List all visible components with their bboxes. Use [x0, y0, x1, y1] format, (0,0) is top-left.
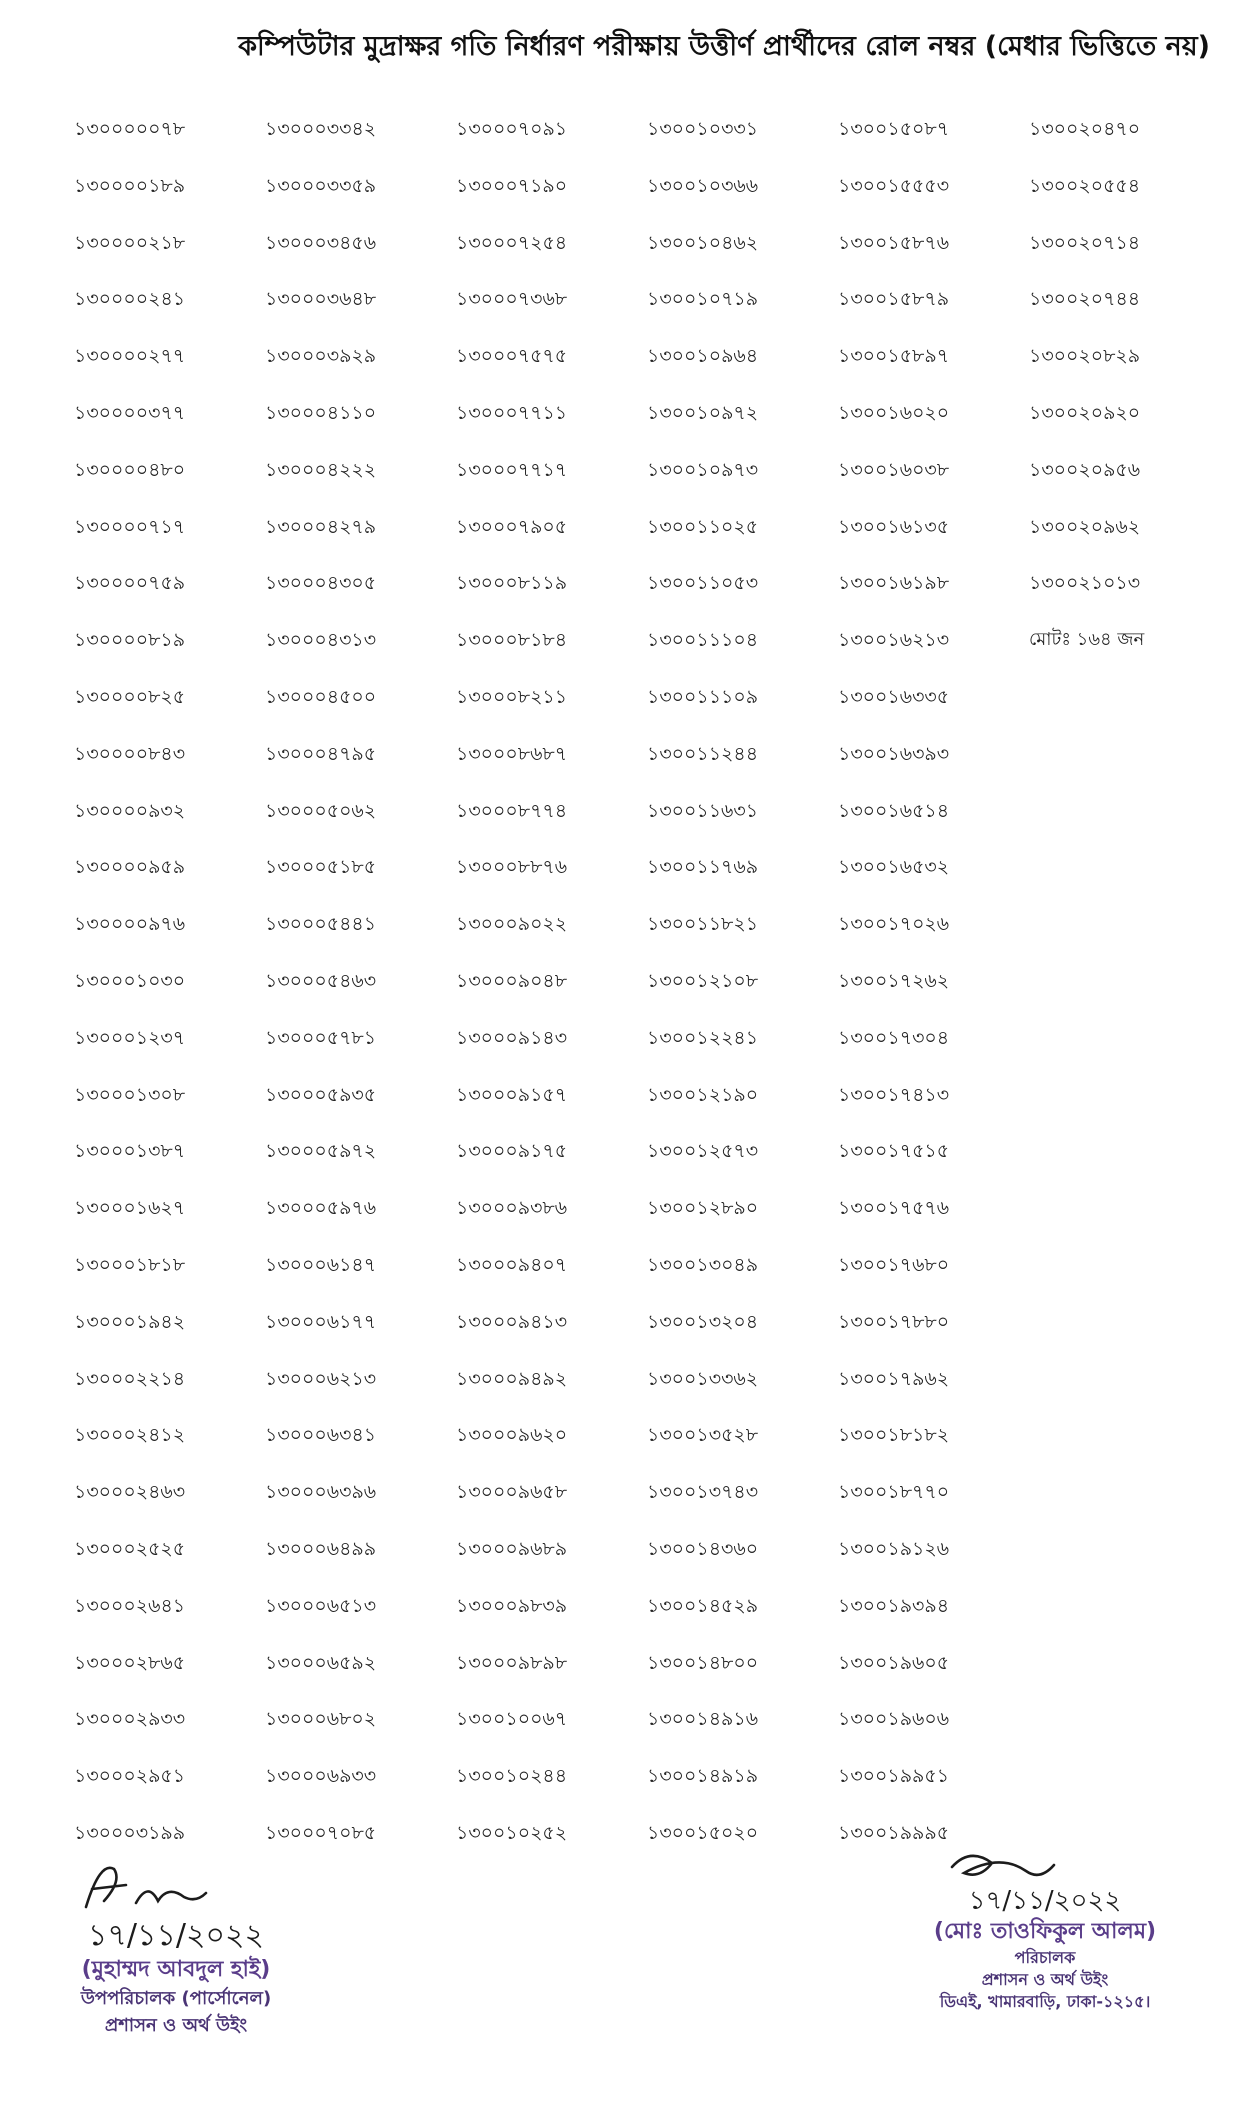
roll-number-cell: ১৩০০০২৯৫১: [74, 1765, 186, 1788]
roll-number-cell: ১৩০০০০৮৪৩: [74, 742, 186, 765]
roll-number-cell: ১৩০০০৪৩১৩: [265, 629, 377, 652]
roll-number-cell: ১৩০০০৬৩৪১: [265, 1424, 377, 1447]
left-signatory-designation: উপপরিচালক (পার্সোনেল): [80, 1988, 272, 2009]
roll-number-cell: ১৩০০১৩৫২৮: [647, 1424, 759, 1447]
roll-number-cell: ১৩০০০২৪১২: [74, 1424, 186, 1447]
roll-number-cell: ১৩০০০০৩৭৭: [74, 401, 186, 424]
roll-number-cell: ১৩০০০০২৪১: [74, 288, 186, 311]
roll-number-cell: ১৩০০০৬৩৯৬: [265, 1481, 377, 1504]
roll-number-cell: ১৩০০১০২৫২: [456, 1821, 568, 1844]
signature-scribble: [56, 1855, 296, 1917]
roll-number-cell: ১৩০০০৬২১৩: [265, 1367, 377, 1390]
roll-number-cell: ১৩০০১২৫৭৩: [647, 1140, 759, 1163]
roll-number-cell: ১৩০০০১২৩৭: [74, 1026, 186, 1049]
roll-number-cell: ১৩০০০৩৪৫৬: [265, 231, 377, 254]
roll-number-cell: ১৩০০১১০৫৩: [647, 572, 759, 595]
roll-number-cell: ১৩০০২০৯২০: [1029, 401, 1141, 424]
roll-number-cell: ১৩০০০৩৬৪৮: [265, 288, 377, 311]
roll-number-cell: ১৩০০০০২৭৭: [74, 345, 186, 368]
right-signatory-address: ডিএই, খামারবাড়ি, ঢাকা-১২১৫।: [939, 1992, 1151, 2011]
roll-number-cell: ১৩০০১৪৯১৯: [647, 1765, 759, 1788]
roll-number-cell: ১৩০০০২৯৩৩: [74, 1708, 186, 1731]
roll-number-cell: ১৩০০০৪৫০০: [265, 685, 377, 708]
roll-number-cell: ১৩০০০৯০২২: [456, 913, 568, 936]
roll-number-cell: ১৩০০১০৩৩১: [647, 118, 759, 140]
roll-number-cell: ১৩০০১৮৭৭০: [838, 1481, 950, 1504]
roll-number-cell: ১৩০০১৩৭৪৩: [647, 1481, 759, 1504]
roll-number-cell: ১৩০০০৫১৮৫: [265, 856, 377, 879]
roll-number-cell: ১৩০০১৫৮৯৭: [838, 345, 950, 368]
roll-number-cell: ১৩০০১৯৯৯৫: [838, 1821, 950, 1844]
roll-number-cell: ১৩০০০২৪৬৩: [74, 1481, 186, 1504]
roll-number-cell: ১৩০০০৪৩০৫: [265, 572, 377, 595]
roll-number-cell: ১৩০০০৪২৭৯: [265, 515, 377, 538]
roll-number-cell: ১৩০০০০৯৩২: [74, 799, 186, 822]
roll-number-cell: ১৩০০০৯৮৯৮: [456, 1651, 568, 1674]
roll-number-cell: ১৩০০০৯১৫৭: [456, 1083, 568, 1106]
page-title: কম্পিউটার মুদ্রাক্ষর গতি নির্ধারণ পরীক্ষায় উত্তীর্ণ প্রার্থীদের রোল নম্বর (মেধার ভিত্তিতে নয়): [238, 31, 1210, 62]
roll-number-cell: ১৩০০০০৭৫৯: [74, 572, 186, 595]
roll-number-cell: ১৩০০১৫০২০: [647, 1821, 759, 1844]
roll-number-cell: ১৩০০০০৭১৭: [74, 515, 186, 538]
roll-number-cell: ১৩০০১৭৪১৩: [838, 1083, 950, 1106]
roll-number-cell: ১৩০০১৫৮৭৯: [838, 288, 950, 311]
roll-number-cell: ১৩০০১৬২১৩: [838, 629, 950, 652]
roll-number-cell: ১৩০০১৯৯৫১: [838, 1765, 950, 1788]
roll-number-cell: ১৩০০১৩৩৬২: [647, 1367, 759, 1390]
roll-number-cell: ১৩০০০৭১৯০: [456, 174, 568, 197]
roll-number-cell: ১৩০০০১০৩০: [74, 969, 186, 992]
roll-number-cell: ১৩০০০৪২২২: [265, 458, 377, 481]
roll-number-cell: ১৩০০০৭০৯১: [456, 118, 568, 140]
roll-number-cell: ১৩০০২১০১৩: [1029, 572, 1141, 595]
right-signature-date: ১৭/১১/২০২২: [968, 1886, 1122, 1916]
roll-number-cell: ১৩০০০৯১৭৫: [456, 1140, 568, 1163]
roll-number-cell: ১৩০০০০৮২৫: [74, 685, 186, 708]
roll-number-cell: ১৩০০০৭৩৬৮: [456, 288, 568, 311]
roll-number-cell: ১৩০০০৮৮৭৬: [456, 856, 568, 879]
roll-number-cell: ১৩০০০৯৩৮৬: [456, 1197, 568, 1220]
roll-number-cell: ১৩০০২০৪৭০: [1029, 118, 1141, 140]
roll-number-cell: ১৩০০১৬০২০: [838, 401, 950, 424]
roll-number-cell: ১৩০০০৯৪১৩: [456, 1310, 568, 1333]
left-signatory-office: প্রশাসন ও অর্থ উইং: [104, 2015, 248, 2036]
roll-number-cell: ১৩০০০৩১৯৯: [74, 1821, 186, 1844]
roll-number-cell: ১৩০০২০৯৬২: [1029, 515, 1141, 538]
roll-number-cell: ১৩০০০১৯৪২: [74, 1310, 186, 1333]
roll-number-cell: ১৩০০১২২৪১: [647, 1026, 759, 1049]
roll-number-cell: ১৩০০০০২১৮: [74, 231, 186, 254]
roll-number-cell: ১৩০০০৭২৫৪: [456, 231, 568, 254]
roll-number-cell: ১৩০০১৭০২৬: [838, 913, 950, 936]
roll-number-cell: ১৩০০১৫৮৭৬: [838, 231, 950, 254]
roll-number-cell: ১৩০০১০৯৭২: [647, 401, 759, 424]
roll-number-cell: ১৩০০০০৯৭৬: [74, 913, 186, 936]
roll-number-cell: ১৩০০১৩০৪৯: [647, 1253, 759, 1276]
signature-scribble: [930, 1845, 1160, 1885]
roll-number-cell: ১৩০০০৯৪৯২: [456, 1367, 568, 1390]
roll-number-cell: ১৩০০১৬১৩৫: [838, 515, 950, 538]
roll-number-cell: ১৩০০০৮৭৭৪: [456, 799, 568, 822]
roll-number-cell: ১৩০০০৫৯৭২: [265, 1140, 377, 1163]
right-signature-block: [880, 1845, 1210, 2013]
roll-number-cell: ১৩০০০৩৩৫৯: [265, 174, 377, 197]
roll-number-cell: ১৩০০০৫৪৬৩: [265, 969, 377, 992]
roll-number-cell: ১৩০০২০৭৪৪: [1029, 288, 1141, 311]
left-signatory-name: (মুহাম্মদ আবদুল হাই): [81, 1957, 271, 1982]
roll-number-cell: ১৩০০০১৮১৮: [74, 1253, 186, 1276]
roll-number-cell: ১৩০০০৩৯২৯: [265, 345, 377, 368]
roll-number-cell: ১৩০০১০০৬৭: [456, 1708, 568, 1731]
roll-number-cell: ১৩০০১১১০৪: [647, 629, 759, 652]
roll-number-cell: ১৩০০০২২১৪: [74, 1367, 186, 1390]
roll-number-cell: ১৩০০০০১৮৯: [74, 174, 186, 197]
roll-number-cell: ১৩০০১৬০৩৮: [838, 458, 950, 481]
roll-number-cell: ১৩০০২০৯৫৬: [1029, 458, 1141, 481]
roll-number-cell: ১৩০০১০৯৭৩: [647, 458, 759, 481]
roll-number-cell: ১৩০০০৯৬৮৯: [456, 1537, 568, 1560]
roll-number-cell: ১৩০০২০৮২৯: [1029, 345, 1141, 368]
roll-number-cell: ১৩০০১৯৬০৬: [838, 1708, 950, 1731]
roll-number-cell: ১৩০০১৬৩৯৩: [838, 742, 950, 765]
roll-number-cell: ১৩০০১৯৬০৫: [838, 1651, 950, 1674]
roll-number-cell: ১৩০০০৬৪৯৯: [265, 1537, 377, 1560]
roll-number-cell: ১৩০০০৮২১১: [456, 685, 568, 708]
roll-number-cell: ১৩০০০১৬২৭: [74, 1197, 186, 1220]
roll-number-cell: ১৩০০০৫৯৭৬: [265, 1197, 377, 1220]
roll-number-cell: ১৩০০১৫৫৫৩: [838, 174, 950, 197]
roll-number-cell: ১৩০০২০৭১৪: [1029, 231, 1141, 254]
roll-number-cell: ১৩০০০৬৮০২: [265, 1708, 377, 1731]
roll-number-cell: ১৩০০০৯১৪৩: [456, 1026, 568, 1049]
roll-number-cell: ১৩০০০৫৭৮১: [265, 1026, 377, 1049]
roll-number-cell: ১৩০০০৬১৭৭: [265, 1310, 377, 1333]
roll-number-cell: ১৩০০১৪৩৬০: [647, 1537, 759, 1560]
roll-number-cell: ১৩০০১৫০৮৭: [838, 118, 950, 140]
roll-number-cell: ১৩০০১৬১৯৮: [838, 572, 950, 595]
roll-number-cell: ১৩০০০৫৪৪১: [265, 913, 377, 936]
roll-number-cell: ১৩০০১৬৫১৪: [838, 799, 950, 822]
roll-number-cell: ১৩০০০৭৯০৫: [456, 515, 568, 538]
roll-number-cell: ১৩০০০৮১১৯: [456, 572, 568, 595]
roll-number-cell: ১৩০০১৯১২৬: [838, 1537, 950, 1560]
roll-number-cell: ১৩০০০০০৭৮: [74, 118, 186, 140]
roll-number-cell: ১৩০০১১৬৩১: [647, 799, 759, 822]
roll-number-cell: ১৩০০০৩৩৪২: [265, 118, 377, 140]
roll-number-cell: ১৩০০০৬৫৯২: [265, 1651, 377, 1674]
roll-number-cell: ১৩০০১৭৮৮০: [838, 1310, 950, 1333]
left-signature-date: ১৭/১১/২০২২: [87, 1918, 265, 1953]
roll-number-cell: ১৩০০০০৪৮০: [74, 458, 186, 481]
roll-number-cell: ১৩০০১০৭১৯: [647, 288, 759, 311]
roll-number-cell: ১৩০০১২১৯০: [647, 1083, 759, 1106]
roll-number-cell: ১৩০০০৭৭১১: [456, 401, 568, 424]
roll-number-cell: ১৩০০০৪১১০: [265, 401, 377, 424]
roll-number-cell: ১৩০০০২৬৪১: [74, 1594, 186, 1617]
roll-number-cell: ১৩০০১১১০৯: [647, 685, 759, 708]
roll-number-cell: ১৩০০১১৭৬৯: [647, 856, 759, 879]
roll-number-cell: ১৩০০০৯০৪৮: [456, 969, 568, 992]
roll-number-cell: ১৩০০০০৯৫৯: [74, 856, 186, 879]
roll-number-cell: ১৩০০১০৪৬২: [647, 231, 759, 254]
right-signatory-office: প্রশাসন ও অর্থ উইং: [981, 1970, 1109, 1989]
roll-number-cell: ১৩০০০২৫২৫: [74, 1537, 186, 1560]
roll-number-cell: ১৩০০১৪৮০০: [647, 1651, 759, 1674]
roll-number-cell: ১৩০০১২১০৮: [647, 969, 759, 992]
roll-number-cell: ১৩০০১৭৫১৫: [838, 1140, 950, 1163]
roll-number-cell: ১৩০০১১২৪৪: [647, 742, 759, 765]
roll-number-cell: ১৩০০১১০২৫: [647, 515, 759, 538]
roll-number-cell: ১৩০০০১৩০৮: [74, 1083, 186, 1106]
roll-number-cell: ১৩০০১০৩৬৬: [647, 174, 759, 197]
roll-number-cell: ১৩০০১৬৩৩৫: [838, 685, 950, 708]
roll-number-cell: ১৩০০০৯৮৩৯: [456, 1594, 568, 1617]
roll-number-table: [74, 112, 1220, 1873]
roll-number-cell: ১৩০০১৬৫৩২: [838, 856, 950, 879]
roll-number-cell: ১৩০০০৭০৮৫: [265, 1821, 377, 1844]
roll-number-cell: ১৩০০২০৫৫৪: [1029, 174, 1141, 197]
roll-number-cell: ১৩০০১২৮৯০: [647, 1197, 759, 1220]
roll-number-cell: ১৩০০১১৮২১: [647, 913, 759, 936]
roll-number-cell: ১৩০০০২৮৬৫: [74, 1651, 186, 1674]
roll-number-cell: ১৩০০১০৯৬৪: [647, 345, 759, 368]
roll-number-cell: ১৩০০০৬৯৩৩: [265, 1765, 377, 1788]
roll-number-cell: ১৩০০০০৮১৯: [74, 629, 186, 652]
roll-number-cell: ১৩০০০৯৬২০: [456, 1424, 568, 1447]
roll-number-cell: ১৩০০১৪৫২৯: [647, 1594, 759, 1617]
roll-number-cell: ১৩০০০৬৫১৩: [265, 1594, 377, 1617]
roll-number-cell: ১৩০০০৯৪০৭: [456, 1253, 568, 1276]
roll-number-cell: ১৩০০১৭৩০৪: [838, 1026, 950, 1049]
roll-number-cell: ১৩০০০৮১৮৪: [456, 629, 568, 652]
roll-number-cell: ১৩০০১০২৪৪: [456, 1765, 568, 1788]
roll-number-cell: ১৩০০১৭৬৮০: [838, 1253, 950, 1276]
roll-number-cell: ১৩০০০৮৬৮৭: [456, 742, 568, 765]
left-signature-block: [16, 1855, 336, 2039]
roll-number-cell: ১৩০০০১৩৮৭: [74, 1140, 186, 1163]
roll-number-cell: ১৩০০০৬১৪৭: [265, 1253, 377, 1276]
roll-number-cell: ১৩০০১৭২৬২: [838, 969, 950, 992]
roll-number-cell: ১৩০০১৭৯৬২: [838, 1367, 950, 1390]
right-signatory-designation: পরিচালক: [1014, 1948, 1076, 1967]
roll-number-cell: ১৩০০০৫৯৩৫: [265, 1083, 377, 1106]
roll-number-cell: ১৩০০০৪৭৯৫: [265, 742, 377, 765]
roll-number-cell: ১৩০০০৫০৬২: [265, 799, 377, 822]
right-signatory-name: (মোঃ তাওফিকুল আলম): [933, 1919, 1157, 1944]
roll-number-cell: ১৩০০০৭৭১৭: [456, 458, 568, 481]
roll-number-cell: ১৩০০১৮১৮২: [838, 1424, 950, 1447]
total-count-label: মোটঃ ১৬৪ জন: [1029, 629, 1145, 651]
roll-number-cell: ১৩০০০৯৬৫৮: [456, 1481, 568, 1504]
roll-number-cell: ১৩০০১৭৫৭৬: [838, 1197, 950, 1220]
roll-number-cell: ১৩০০০৭৫৭৫: [456, 345, 568, 368]
roll-number-cell: ১৩০০১৩২০৪: [647, 1310, 759, 1333]
roll-number-cell: ১৩০০১৪৯১৬: [647, 1708, 759, 1731]
roll-number-cell: ১৩০০১৯৩৯৪: [838, 1594, 950, 1617]
